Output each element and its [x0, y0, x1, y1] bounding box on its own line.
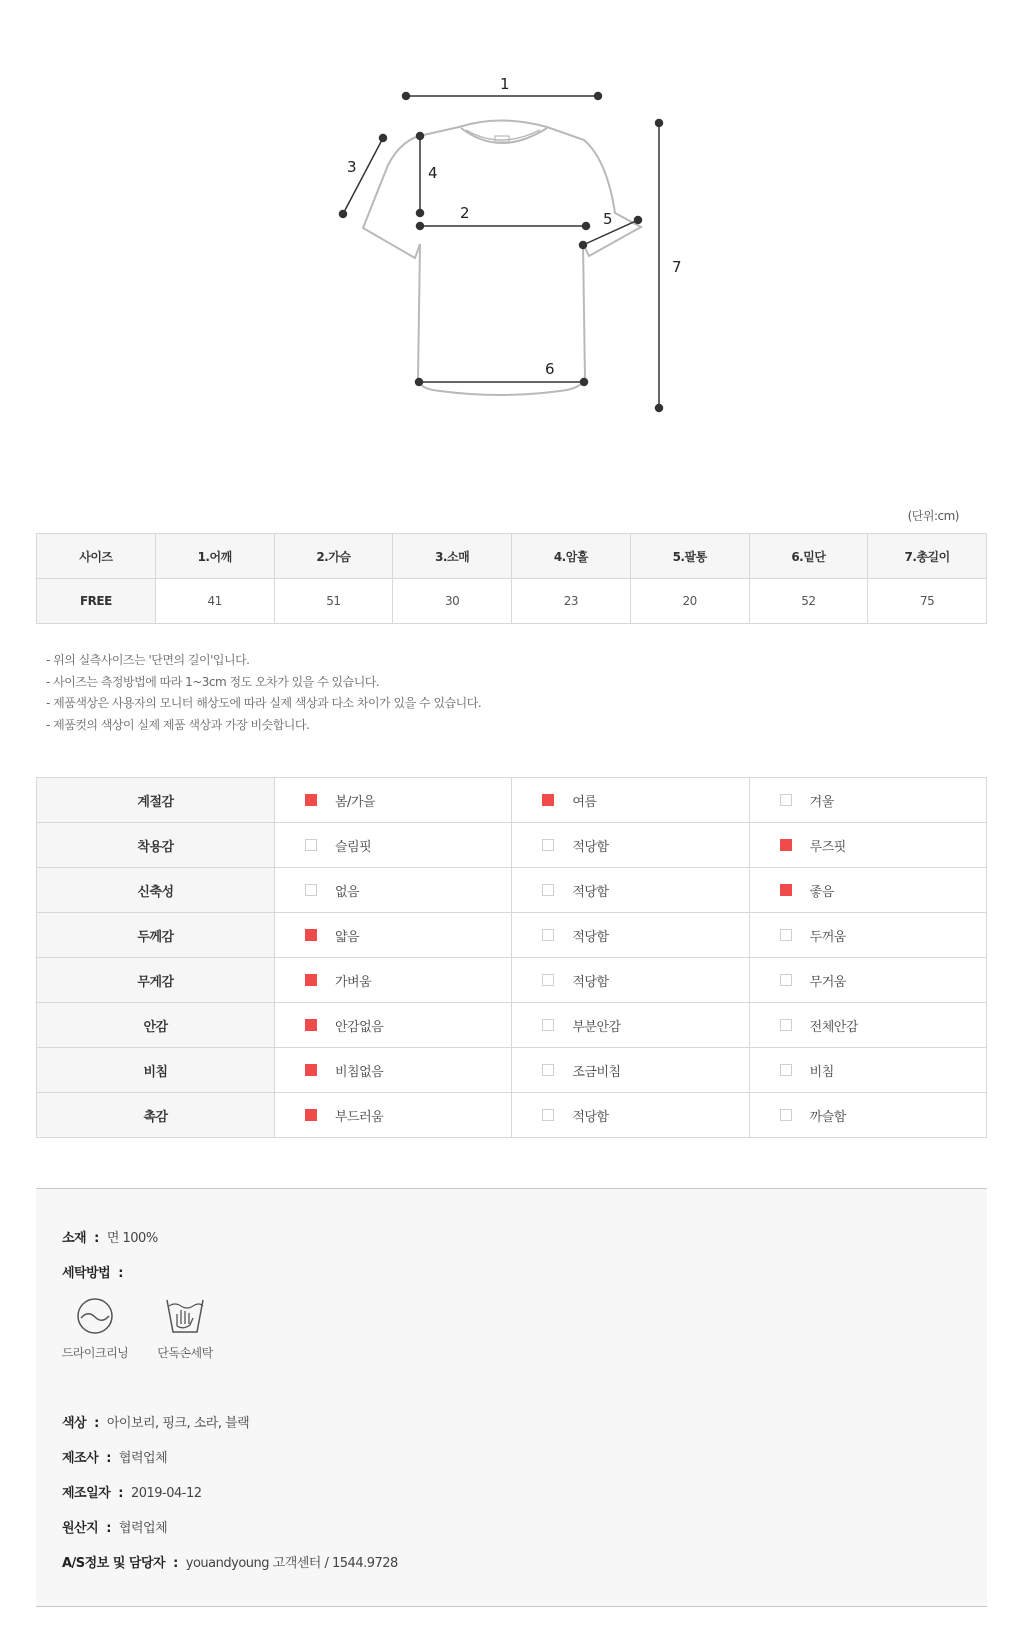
attribute-option	[512, 913, 749, 958]
attribute-option	[749, 868, 986, 913]
dry-clean-icon	[75, 1296, 115, 1336]
attribute-option	[512, 1048, 749, 1093]
attribute-option-label: 안감없음	[335, 1019, 384, 1035]
material-value: 면 100%	[106, 1231, 158, 1246]
measure-label: 5	[603, 210, 613, 228]
measure-label: 1	[500, 75, 510, 93]
checked-box-icon	[305, 1109, 317, 1121]
attribute-option-label: 적당함	[572, 929, 609, 945]
measure-label: 2	[460, 204, 470, 222]
attribute-option-label: 무거움	[809, 974, 846, 990]
attribute-option	[512, 958, 749, 1003]
unchecked-box-icon	[542, 1109, 554, 1121]
maker-key: 제조사	[62, 1451, 99, 1466]
wash-row	[62, 1262, 131, 1281]
date-key: 제조일자	[62, 1486, 111, 1501]
table-row	[37, 913, 987, 958]
unchecked-box-icon	[780, 1064, 792, 1076]
maker-value: 협력업체	[118, 1451, 168, 1466]
size-header-cell: 6.밑단	[749, 534, 868, 579]
size-header-cell: 3.소매	[393, 534, 512, 579]
table-row	[37, 823, 987, 868]
size-cell: 30	[393, 579, 512, 624]
attribute-option-label: 적당함	[572, 1109, 609, 1125]
attribute-option-label: 루즈핏	[809, 839, 846, 855]
attribute-option-label: 여름	[572, 794, 597, 810]
unchecked-box-icon	[542, 839, 554, 851]
attribute-option-label: 얇음	[335, 929, 360, 945]
unchecked-box-icon	[780, 1019, 792, 1031]
origin-key: 원산지	[62, 1521, 99, 1536]
material-key: 소재	[62, 1231, 87, 1246]
attribute-option	[749, 1048, 986, 1093]
attribute-option	[275, 1048, 512, 1093]
size-header-cell: 1.어깨	[155, 534, 274, 579]
size-header-cell: 7.총길이	[868, 534, 987, 579]
origin-row	[62, 1517, 167, 1536]
dry-clean-label: 드라이크리닝	[61, 1346, 129, 1360]
attribute-option-label: 비침	[809, 1064, 834, 1080]
hand-wash-item	[140, 1296, 230, 1361]
unchecked-box-icon	[305, 839, 317, 851]
checked-box-icon	[780, 839, 792, 851]
table-row	[37, 778, 987, 823]
attribute-option-label: 전체안감	[809, 1019, 858, 1035]
unit-label: (단위:cm)	[907, 509, 959, 523]
note-line: - 사이즈는 측정방법에 따라 1~3cm 정도 오차가 있을 수 있습니다.	[46, 674, 380, 689]
attribute-option-label: 조금비침	[572, 1064, 621, 1080]
measure-label: 6	[545, 360, 555, 378]
dry-clean-item	[50, 1296, 140, 1361]
maker-row	[62, 1447, 167, 1466]
hand-wash-label: 단독손세탁	[157, 1346, 213, 1360]
origin-value: 협력업체	[118, 1521, 168, 1536]
color-key: 색상	[62, 1416, 87, 1431]
size-header-cell: 2.가슴	[274, 534, 393, 579]
separator: :	[118, 1486, 123, 1501]
product-attribute-table	[36, 777, 987, 1138]
checked-box-icon	[305, 1064, 317, 1076]
checked-box-icon	[305, 974, 317, 986]
attribute-option	[749, 1003, 986, 1048]
color-row	[62, 1412, 249, 1431]
attribute-option	[275, 778, 512, 823]
date-row	[62, 1482, 202, 1501]
product-info-box	[36, 1188, 987, 1607]
measure-label: 3	[347, 158, 357, 176]
table-row	[37, 1048, 987, 1093]
separator: :	[106, 1451, 111, 1466]
attribute-option	[749, 823, 986, 868]
attribute-label: 안감	[37, 1003, 275, 1048]
size-header-cell: 사이즈	[37, 534, 156, 579]
attribute-label: 촉감	[37, 1093, 275, 1138]
checked-box-icon	[305, 794, 317, 806]
size-cell: 75	[868, 579, 987, 624]
unchecked-box-icon	[542, 974, 554, 986]
unchecked-box-icon	[542, 884, 554, 896]
attribute-label: 무게감	[37, 958, 275, 1003]
attribute-option	[749, 778, 986, 823]
checked-box-icon	[305, 1019, 317, 1031]
tshirt-outline	[363, 121, 641, 396]
attribute-label: 두께감	[37, 913, 275, 958]
size-cell: 20	[630, 579, 749, 624]
as-key: A/S정보 및 담당자	[62, 1556, 166, 1571]
size-cell: FREE	[37, 579, 156, 624]
measure-label: 7	[672, 258, 682, 276]
table-row	[37, 958, 987, 1003]
size-header-cell: 4.암홀	[512, 534, 631, 579]
separator: :	[173, 1556, 178, 1571]
checked-box-icon	[542, 794, 554, 806]
attribute-option-label: 적당함	[572, 884, 609, 900]
size-cell: 23	[512, 579, 631, 624]
table-row	[37, 868, 987, 913]
size-cell: 52	[749, 579, 868, 624]
attribute-label: 착용감	[37, 823, 275, 868]
note-line: - 제품컷의 색상이 실제 제품 색상과 가장 비슷합니다.	[46, 717, 310, 732]
size-cell: 51	[274, 579, 393, 624]
table-row	[37, 1003, 987, 1048]
unchecked-box-icon	[780, 974, 792, 986]
attribute-option-label: 적당함	[572, 974, 609, 990]
tshirt-illustration	[0, 0, 1023, 440]
note-line: - 위의 실측사이즈는 '단면의 길이'입니다.	[46, 653, 250, 667]
attribute-option	[749, 1093, 986, 1138]
attribute-option	[512, 1093, 749, 1138]
unchecked-box-icon	[780, 929, 792, 941]
attribute-option	[749, 913, 986, 958]
unchecked-box-icon	[542, 1064, 554, 1076]
attribute-option	[749, 958, 986, 1003]
unchecked-box-icon	[305, 884, 317, 896]
attribute-option	[512, 778, 749, 823]
attribute-option-label: 적당함	[572, 839, 609, 855]
separator: :	[94, 1416, 99, 1431]
measure-label: 4	[428, 164, 438, 182]
attribute-option	[275, 958, 512, 1003]
attribute-option	[512, 823, 749, 868]
attribute-option-label: 부분안감	[572, 1019, 621, 1035]
attribute-option-label: 가벼움	[335, 974, 372, 990]
attribute-option-label: 부드러움	[335, 1109, 384, 1125]
as-row	[62, 1552, 398, 1571]
size-table-header	[37, 534, 987, 579]
unchecked-box-icon	[780, 794, 792, 806]
attribute-option	[512, 1003, 749, 1048]
checked-box-icon	[780, 884, 792, 896]
size-diagram	[0, 0, 1023, 440]
size-header-cell: 5.팔통	[630, 534, 749, 579]
attribute-option-label: 두꺼움	[809, 929, 846, 945]
attribute-option-label: 비침없음	[335, 1064, 384, 1080]
attribute-option	[512, 868, 749, 913]
attribute-option	[275, 868, 512, 913]
material-row	[62, 1227, 158, 1246]
attribute-option-label: 까슬함	[809, 1109, 846, 1125]
separator: :	[94, 1231, 99, 1246]
attribute-option-label: 없음	[335, 884, 360, 900]
unchecked-box-icon	[780, 1109, 792, 1121]
attribute-option-label: 봄/가을	[335, 794, 376, 810]
separator: :	[118, 1266, 123, 1281]
wash-key: 세탁방법	[62, 1266, 111, 1281]
as-value: youandyoung 고객센터 / 1544.9728	[185, 1556, 398, 1571]
table-row	[37, 1093, 987, 1138]
attribute-option	[275, 823, 512, 868]
size-cell: 41	[155, 579, 274, 624]
unchecked-box-icon	[542, 929, 554, 941]
note-line: - 제품색상은 사용자의 모니터 해상도에 따라 실제 색상과 다소 차이가 있을 수 있습니다.	[46, 696, 482, 710]
checked-box-icon	[305, 929, 317, 941]
separator: :	[106, 1521, 111, 1536]
attribute-label: 비침	[37, 1048, 275, 1093]
unchecked-box-icon	[542, 1019, 554, 1031]
attribute-option	[275, 1093, 512, 1138]
color-value: 아이보리, 핑크, 소라, 블랙	[106, 1416, 250, 1431]
attribute-option-label: 좋음	[809, 884, 834, 900]
hand-wash-icon	[163, 1296, 207, 1336]
attribute-option-label: 겨울	[809, 794, 834, 810]
size-table	[36, 533, 987, 624]
attribute-label: 신축성	[37, 868, 275, 913]
table-row	[37, 579, 987, 624]
attribute-option-label: 슬림핏	[335, 839, 372, 855]
date-value: 2019-04-12	[130, 1486, 202, 1501]
attribute-label: 계절감	[37, 778, 275, 823]
attribute-option	[275, 913, 512, 958]
attribute-option	[275, 1003, 512, 1048]
size-notes	[46, 650, 481, 736]
